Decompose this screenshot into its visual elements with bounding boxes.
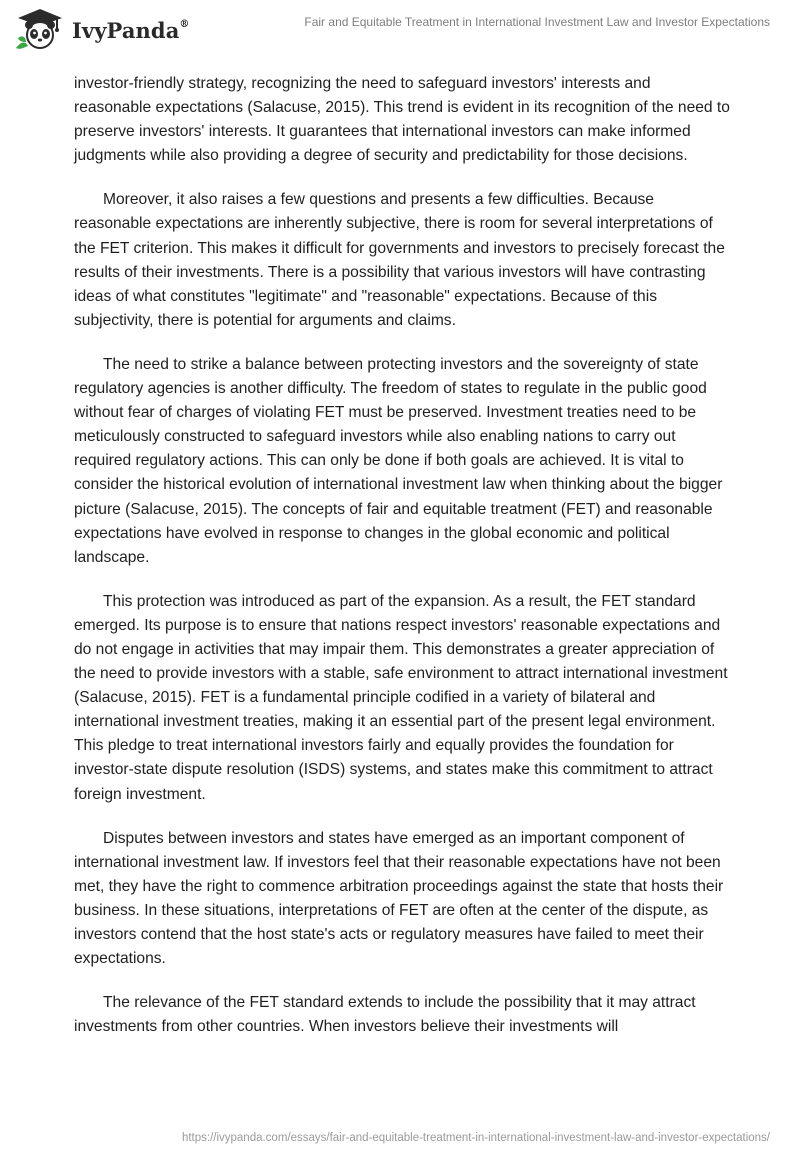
paragraph: Moreover, it also raises a few questions and presents a few difficulties. Because reasonable expectations are inherently subjective, there is room for several interpretations of the FET criterion. This makes it difficult for governments and investors to precisely forecast the results of their investments. There is a possibility that various investors will have contrasting ideas of what constitutes "legitimate" and "reasonable" expectations. Because of this subjectivity, there is potential for arguments and claims. [74,191,725,329]
paragraph: The relevance of the FET standard extends to include the possibility that it may attract investments from other countries. When investors believe their investments will [74,994,696,1036]
ivypanda-logo[interactable] [14,8,190,52]
document-title: Fair and Equitable Treatment in International Investment Law and Investor Expectations [304,15,770,29]
registered-mark: ® [179,18,190,30]
paragraph: The need to strike a balance between protecting investors and the sovereignty of state regulatory agencies is another difficulty. The freedom of states to regulate in the public good without fear of charges of violating FET must be preserved. Investment treaties need to be meticulously constructed to safeguard investors while also enabling nations to carry out required regulatory actions. This can only be done if both goals are achieved. It is vital to consider the historical evolution of international investment law when thinking about the bigger picture (Salacuse, 2015). The concepts of fair and equitable treatment (FET) and reasonable expectations have evolved in response to changes in the global economic and political landscape. [74,355,723,566]
paragraph: Disputes between investors and states have emerged as an important component of international investment law. If investors feel that their reasonable expectations have not been met, they have the right to commence arbitration proceedings against the state that hosts their business. In these situations, interpretations of FET are often at the center of the dispute, as investors contend that the host state's acts or regulatory measures have failed to meet their expectations. [74,829,724,968]
brand-name: IvyPanda® [72,17,190,43]
panda-graduate-icon [14,8,66,52]
essay-body [74,72,730,1059]
source-url-link[interactable]: https://ivypanda.com/essays/fair-and-equitable-treatment-in-international-investment-law-and-investor-expectations/ [181,1132,770,1144]
paragraph: This protection was introduced as part of the expansion. As a result, the FET standard emerged. Its purpose is to ensure that nations respect investors' reasonable expectations and do not engage in activities that may impair them. This demonstrates a greater appreciation of the need to provide investors with a stable, safe environment to attract international investment (Salacuse, 2015). FET is a fundamental principle codified in a variety of bilateral and international investment treaties, making it an essential part of the present legal environment. This pledge to treat international investors fairly and equally provides the foundation for investor-state dispute resolution (ISDS) systems, and states make this commitment to attract foreign investment. [74,592,728,803]
paragraph: investor-friendly strategy, recognizing the need to safeguard investors' interests and reasonable expectations (Salacuse, 2015). This trend is evident in its recognition of the need to preserve investors' interests. It guarantees that international investors can make informed judgments while also providing a degree of security and predictability for those decisions. [74,75,730,165]
page-header [0,0,800,64]
